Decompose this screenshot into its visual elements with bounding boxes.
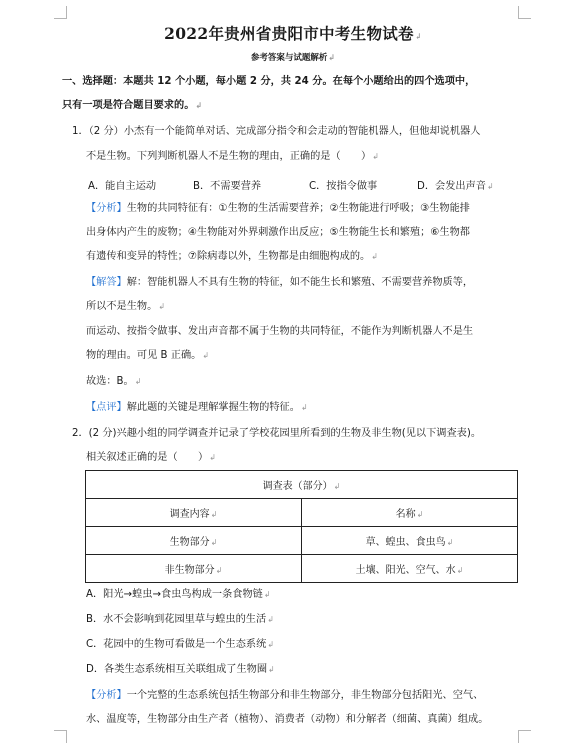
q1-answer-line-4: 物的理由。可见 B 正确。↲: [86, 350, 210, 361]
table-cell: 生物部分↲: [86, 527, 302, 555]
q2-analysis-line-1: 【分析】一个完整的生态系统包括生物部分和非生物部分，非生物部分包括阳光、空气、: [86, 690, 484, 701]
table-cell: 非生物部分↲: [86, 555, 302, 583]
crop-mark-top-right: [518, 6, 531, 19]
table-header-cell: 调查内容↲: [86, 499, 302, 527]
table-row: [86, 555, 518, 583]
q1-analysis-line-1: 【分析】生物的共同特征有：①生物的生活需要营养；②生物能进行呼吸；③生物能排: [86, 203, 470, 214]
table-header-row: [86, 499, 518, 527]
page-subtitle: 参考答案与试题解析↲: [250, 53, 336, 63]
q2-option-a: A．阳光→蝗虫→食虫鸟构成一条食物链↲: [86, 589, 271, 600]
q2-option-b: B．水不会影响到花园里草与蝗虫的生活↲: [86, 614, 274, 625]
q1-option-c: C．按指令做事: [309, 181, 378, 192]
section-heading-line-1: 一、选择题：本题共 12 个小题，每小题 2 分，共 24 分。在每个小题给出的四个选项中，: [62, 76, 476, 87]
comment-tag: 【点评】: [86, 402, 127, 413]
q1-option-d: D．会发出声音↲: [417, 181, 494, 192]
q2-option-c: C．花园中的生物可看做是一个生态系统↲: [86, 639, 275, 650]
q2-option-d: D．各类生态系统相互关联组成了生物圈↲: [86, 664, 275, 675]
page-title: 2022年贵州省贵阳市中考生物试卷↲: [164, 24, 422, 43]
q1-option-a: A．能自主运动: [88, 181, 157, 192]
analysis-tag: 【分析】: [86, 690, 127, 701]
q2-stem-line-1: 2．(2 分)兴趣小组的同学调查并记录了学校花园里所看到的生物及非生物(见以下调查表)。: [72, 428, 482, 439]
crop-mark-top-left: [54, 6, 67, 19]
q1-comment: 【点评】解此题的关键是理解掌握生物的特征。↲: [86, 402, 308, 413]
q1-answer-line-3: 而运动、按指令做事、发出声音都不属于生物的共同特征，不能作为判断机器人不是生: [86, 326, 474, 337]
section-heading-line-2: 只有一项是符合题目要求的。↲: [62, 100, 203, 111]
q1-stem-line-1: 1．（2 分）小杰有一个能简单对话、完成部分指令和会走动的智能机器人，但他却说机器人: [72, 126, 481, 137]
survey-table: [85, 470, 518, 583]
q1-answer-line-1: 【解答】解：智能机器人不具有生物的特征，如不能生长和繁殖、不需要营养物质等，: [86, 277, 474, 288]
q1-option-b: B．不需要营养: [193, 181, 262, 192]
analysis-tag: 【分析】: [86, 203, 127, 214]
q1-answer-line-2: 所以不是生物。↲: [86, 301, 166, 312]
table-cell: 土壤、阳光、空气、水↲: [302, 555, 518, 583]
table-cell: 草、蝗虫、食虫鸟↲: [302, 527, 518, 555]
q1-analysis-line-2: 出身体内产生的废物；④生物能对外界刺激作出反应；⑤生物能生长和繁殖；⑥生物都: [86, 227, 470, 238]
q1-choice: 故选：B。↲: [86, 376, 142, 387]
q2-analysis-line-2: 水、温度等，生物部分由生产者（植物）、消费者（动物）和分解者（细菌、真菌）组成。: [86, 714, 489, 725]
crop-mark-bottom-right: [518, 730, 531, 743]
answer-tag: 【解答】: [86, 277, 127, 288]
crop-mark-bottom-left: [54, 730, 67, 743]
q1-analysis-line-3: 有遗传和变异的特性；⑦除病毒以外，生物都是由细胞构成的。↲: [86, 251, 378, 262]
table-row: [86, 527, 518, 555]
table-caption-cell: 调查表（部分）↲: [86, 471, 518, 499]
q1-stem-line-2: 不是生物。下列判断机器人不是生物的理由，正确的是（ ）↲: [86, 151, 379, 162]
q2-stem-line-2: 相关叙述正确的是（ ）↲: [86, 452, 216, 463]
table-header-cell: 名称↲: [302, 499, 518, 527]
